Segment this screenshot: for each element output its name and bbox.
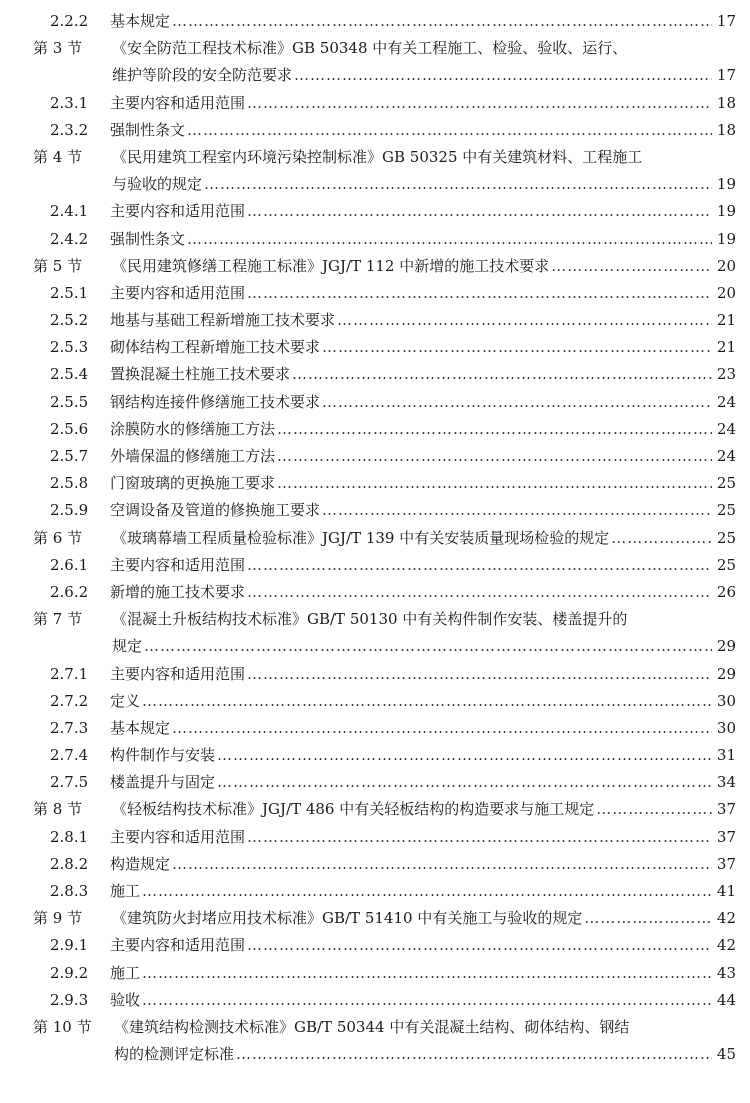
toc-entry-title xyxy=(110,470,712,497)
dot-leader xyxy=(290,361,712,388)
toc-entry-title xyxy=(110,307,712,334)
toc-entry-section xyxy=(0,35,750,62)
toc-entry-subsection xyxy=(0,688,750,715)
toc-entry-title-text: 验收 xyxy=(110,990,141,1009)
toc-entry-subsection xyxy=(0,497,750,524)
dot-leader xyxy=(215,769,712,796)
toc-entry-subsection xyxy=(0,443,750,470)
toc-entry-title xyxy=(112,253,712,280)
toc-entry-title-text: 《玻璃幕墙工程质量检验标准》JGJ/T 139 中有关安装质量现场检验的规定 xyxy=(112,528,610,547)
toc-entry-title-line2: 规定 xyxy=(112,637,143,656)
toc-entry-subsection xyxy=(0,552,750,579)
toc-entry-subsection xyxy=(0,389,750,416)
toc-entry-title xyxy=(110,932,712,959)
toc-entry-number: 2.7.4 xyxy=(50,746,89,765)
toc-entry-title xyxy=(110,361,712,388)
toc-entry-subsection xyxy=(0,661,750,688)
dot-leader xyxy=(234,1041,712,1068)
toc-entry-number: 2.6.1 xyxy=(50,555,89,574)
dot-leader xyxy=(202,171,712,198)
toc-entry-title xyxy=(110,226,712,253)
toc-section-number: 第 9 节 xyxy=(33,909,83,928)
toc-entry-subsection xyxy=(0,579,750,606)
toc-entry-number: 2.5.1 xyxy=(50,283,89,302)
toc-entry-page-number: 30 xyxy=(716,691,736,710)
toc-section-number: 第 4 节 xyxy=(33,147,83,166)
toc-entry-page-number: 19 xyxy=(716,175,736,194)
toc-entry-title xyxy=(110,552,712,579)
toc-entry-title-text: 基本规定 xyxy=(110,718,171,737)
dot-leader xyxy=(245,280,712,307)
toc-entry-page-number: 25 xyxy=(716,528,736,547)
toc-entry-page-number: 24 xyxy=(716,392,736,411)
toc-entry-title xyxy=(110,661,712,688)
dot-leader xyxy=(140,987,712,1014)
dot-leader xyxy=(245,552,712,579)
toc-entry-number: 2.5.5 xyxy=(50,392,89,411)
toc-entry-title-text: 楼盖提升与固定 xyxy=(110,773,216,792)
toc-entry-page-number: 29 xyxy=(716,664,736,683)
toc-entry-title xyxy=(112,633,712,660)
dot-leader xyxy=(170,715,712,742)
toc-section-number: 第 7 节 xyxy=(33,610,83,629)
toc-entry-subsection xyxy=(0,280,750,307)
toc-entry-page-number: 21 xyxy=(716,338,736,357)
toc-entry-title-text: 外墙保温的修缮施工方法 xyxy=(110,447,276,465)
toc-entry-number: 2.5.9 xyxy=(50,501,89,520)
toc-entry-title-text: 新增的施工技术要求 xyxy=(110,582,246,601)
toc-entry-page-number: 25 xyxy=(716,555,736,574)
toc-entry-subsection xyxy=(0,932,750,959)
dot-leader xyxy=(215,742,712,769)
toc-entry-section-continuation xyxy=(0,171,750,198)
toc-entry-title xyxy=(110,824,712,851)
toc-entry-page-number: 24 xyxy=(716,419,736,438)
toc-entry-subsection xyxy=(0,117,750,144)
toc-entry-page-number: 42 xyxy=(716,936,736,955)
dot-leader xyxy=(320,334,712,361)
toc-section-number: 第 3 节 xyxy=(33,39,83,58)
toc-entry-subsection xyxy=(0,470,750,497)
toc-entry-page-number: 41 xyxy=(716,882,736,900)
toc-entry-section xyxy=(0,606,750,633)
toc-entry-title-text: 基本规定 xyxy=(110,12,171,30)
toc-entry-number: 2.3.2 xyxy=(50,120,89,139)
toc-entry-page-number: 25 xyxy=(716,474,736,493)
dot-leader xyxy=(170,851,712,878)
toc-entry-number: 2.5.3 xyxy=(50,338,89,357)
toc-entry-number: 2.6.2 xyxy=(50,582,89,601)
toc-entry-number: 2.5.7 xyxy=(50,447,89,465)
toc-entry-title xyxy=(110,769,712,796)
dot-leader xyxy=(245,661,712,688)
toc-entry-title-text: 砌体结构工程新增施工技术要求 xyxy=(110,338,321,357)
toc-entry-section xyxy=(0,525,750,552)
dot-leader xyxy=(594,796,712,823)
toc-entry-page-number: 21 xyxy=(716,311,736,330)
toc-entry-subsection xyxy=(0,8,750,35)
table-of-contents xyxy=(0,8,750,1068)
toc-entry-title-text: 施工 xyxy=(110,963,141,982)
dot-leader xyxy=(185,226,712,253)
dot-leader xyxy=(275,443,712,470)
dot-leader xyxy=(140,878,712,905)
dot-leader xyxy=(335,307,712,334)
dot-leader xyxy=(245,90,712,117)
toc-entry-title-text: 涂膜防水的修缮施工方法 xyxy=(110,419,276,438)
toc-entry-title-text: 置换混凝土柱施工技术要求 xyxy=(110,365,291,384)
toc-entry-number: 2.7.5 xyxy=(50,773,89,792)
toc-entry-title xyxy=(110,497,712,524)
toc-entry-subsection xyxy=(0,307,750,334)
toc-entry-title xyxy=(110,742,712,769)
toc-entry-section xyxy=(0,144,750,171)
toc-entry-section xyxy=(0,1014,750,1041)
toc-entry-title-text: 门窗玻璃的更换施工要求 xyxy=(110,474,276,493)
toc-entry-subsection xyxy=(0,226,750,253)
toc-entry-title-text: 《民用建筑修缮工程施工标准》JGJ/T 112 中新增的施工技术要求 xyxy=(112,256,550,275)
toc-entry-section xyxy=(0,905,750,932)
toc-entry-page-number: 31 xyxy=(716,746,736,765)
toc-entry-title xyxy=(110,960,712,987)
toc-entry-subsection xyxy=(0,715,750,742)
toc-entry-number: 2.9.2 xyxy=(50,963,89,982)
toc-entry-title-line2: 维护等阶段的安全防范要求 xyxy=(112,66,293,85)
toc-entry-subsection xyxy=(0,769,750,796)
toc-entry-number: 2.3.1 xyxy=(50,93,89,112)
toc-entry-title-text: 主要内容和适用范围 xyxy=(110,202,246,221)
toc-entry-title xyxy=(114,1041,712,1068)
toc-entry-title xyxy=(112,525,712,552)
toc-entry-title-line2: 构的检测评定标准 xyxy=(114,1045,235,1064)
toc-entry-subsection xyxy=(0,198,750,225)
dot-leader xyxy=(245,932,712,959)
toc-entry-page-number: 26 xyxy=(716,582,736,601)
toc-entry-subsection xyxy=(0,742,750,769)
toc-entry-title xyxy=(110,443,712,470)
toc-entry-page-number: 24 xyxy=(716,447,736,465)
toc-entry-page-number: 18 xyxy=(716,93,736,112)
toc-entry-title xyxy=(110,198,712,225)
toc-entry-number: 2.7.3 xyxy=(50,718,89,737)
dot-leader xyxy=(140,960,712,987)
toc-entry-title-line2: 与验收的规定 xyxy=(112,175,203,194)
toc-entry-page-number: 20 xyxy=(716,256,736,275)
toc-entry-page-number: 44 xyxy=(716,990,736,1009)
toc-entry-title xyxy=(110,117,712,144)
toc-entry-number: 2.4.1 xyxy=(50,202,89,221)
toc-entry-page-number: 42 xyxy=(716,909,736,928)
toc-entry-title-text: 主要内容和适用范围 xyxy=(110,664,246,683)
toc-entry-title xyxy=(112,171,712,198)
toc-entry-title-text: 《轻板结构技术标准》JGJ/T 486 中有关轻板结构的构造要求与施工规定 xyxy=(112,800,595,819)
toc-entry-title xyxy=(110,416,712,443)
dot-leader xyxy=(549,253,712,280)
toc-entry-subsection xyxy=(0,878,750,905)
toc-entry-page-number: 17 xyxy=(716,66,736,85)
toc-entry-title-text: 主要内容和适用范围 xyxy=(110,827,246,846)
toc-entry-page-number: 37 xyxy=(716,827,736,846)
toc-entry-subsection xyxy=(0,824,750,851)
toc-entry-page-number: 30 xyxy=(716,718,736,737)
toc-entry-title xyxy=(110,688,712,715)
toc-entry-title-text: 主要内容和适用范围 xyxy=(110,555,246,574)
toc-entry-title-line1: 《建筑结构检测技术标准》GB/T 50344 中有关混凝土结构、砌体结构、钢结 xyxy=(114,1017,630,1036)
toc-entry-page-number: 37 xyxy=(716,854,736,873)
toc-entry-title-text: 构件制作与安装 xyxy=(110,746,216,765)
toc-entry-page-number: 34 xyxy=(716,773,736,792)
toc-entry-number: 2.5.2 xyxy=(50,311,89,330)
toc-entry-page-number: 17 xyxy=(716,12,736,30)
toc-section-number: 第 10 节 xyxy=(33,1017,92,1036)
toc-entry-title xyxy=(110,280,712,307)
toc-entry-number: 2.8.2 xyxy=(50,854,89,873)
toc-entry-page-number: 37 xyxy=(716,800,736,819)
toc-entry-subsection xyxy=(0,334,750,361)
toc-entry-page-number: 18 xyxy=(716,120,736,139)
toc-entry-number: 2.4.2 xyxy=(50,229,89,248)
dot-leader xyxy=(245,198,712,225)
toc-entry-section-continuation xyxy=(0,62,750,89)
toc-entry-subsection xyxy=(0,361,750,388)
toc-entry-title xyxy=(110,987,712,1014)
toc-entry-title xyxy=(110,579,712,606)
toc-entry-title xyxy=(110,715,712,742)
toc-entry-page-number: 29 xyxy=(716,637,736,656)
toc-entry-number: 2.7.2 xyxy=(50,691,89,710)
toc-entry-number: 2.5.6 xyxy=(50,419,89,438)
toc-entry-title-line1: 《混凝土升板结构技术标准》GB/T 50130 中有关构件制作安装、楼盖提升的 xyxy=(112,610,628,629)
toc-section-number: 第 8 节 xyxy=(33,800,83,819)
toc-entry-title xyxy=(110,334,712,361)
toc-entry-page-number: 25 xyxy=(716,501,736,520)
toc-entry-subsection xyxy=(0,960,750,987)
toc-entry-title-text: 构造规定 xyxy=(110,854,171,873)
toc-entry-number: 2.8.1 xyxy=(50,827,89,846)
toc-entry-page-number: 23 xyxy=(716,365,736,384)
toc-entry-number: 2.8.3 xyxy=(50,882,89,900)
toc-entry-number: 2.5.8 xyxy=(50,474,89,493)
dot-leader xyxy=(275,470,712,497)
toc-entry-title-text: 强制性条文 xyxy=(110,120,186,139)
toc-entry-title-text: 钢结构连接件修缮施工技术要求 xyxy=(110,392,321,411)
dot-leader xyxy=(142,633,712,660)
toc-entry-title-line1: 《安全防范工程技术标准》GB 50348 中有关工程施工、检验、验收、运行、 xyxy=(112,39,628,58)
toc-entry-title-text: 强制性条文 xyxy=(110,229,186,248)
toc-entry-subsection xyxy=(0,416,750,443)
toc-entry-title-line1: 《民用建筑工程室内环境污染控制标准》GB 50325 中有关建筑材料、工程施工 xyxy=(112,147,643,166)
toc-entry-subsection xyxy=(0,90,750,117)
toc-entry-title-text: 定义 xyxy=(110,691,141,710)
toc-entry-title-text: 地基与基础工程新增施工技术要求 xyxy=(110,311,336,330)
toc-entry-page-number: 43 xyxy=(716,963,736,982)
toc-entry-title-text: 主要内容和适用范围 xyxy=(110,283,246,302)
toc-entry-title xyxy=(112,796,712,823)
dot-leader xyxy=(320,497,712,524)
dot-leader xyxy=(292,62,712,89)
toc-entry-section xyxy=(0,796,750,823)
toc-entry-page-number: 45 xyxy=(716,1045,736,1064)
toc-entry-number: 2.5.4 xyxy=(50,365,89,384)
dot-leader xyxy=(245,824,712,851)
toc-entry-title-text: 主要内容和适用范围 xyxy=(110,936,246,955)
toc-entry-section-continuation xyxy=(0,1041,750,1068)
toc-entry-title-text: 主要内容和适用范围 xyxy=(110,93,246,112)
dot-leader xyxy=(275,416,712,443)
toc-entry-page-number: 19 xyxy=(716,229,736,248)
toc-entry-title xyxy=(110,90,712,117)
toc-entry-number: 2.2.2 xyxy=(50,12,89,30)
toc-entry-title-text: 《建筑防火封堵应用技术标准》GB/T 51410 中有关施工与验收的规定 xyxy=(112,909,583,928)
toc-entry-title xyxy=(110,389,712,416)
toc-entry-title xyxy=(110,851,712,878)
toc-entry-section-continuation xyxy=(0,633,750,660)
toc-entry-subsection xyxy=(0,987,750,1014)
dot-leader xyxy=(245,579,712,606)
toc-entry-title xyxy=(112,62,712,89)
toc-entry-section xyxy=(0,253,750,280)
toc-entry-title xyxy=(110,8,712,35)
toc-entry-title xyxy=(110,878,712,905)
dot-leader xyxy=(582,905,712,932)
toc-entry-subsection xyxy=(0,851,750,878)
dot-leader xyxy=(185,117,712,144)
toc-section-number: 第 6 节 xyxy=(33,528,83,547)
dot-leader xyxy=(140,688,712,715)
toc-entry-page-number: 19 xyxy=(716,202,736,221)
toc-entry-title-text: 空调设备及管道的修换施工要求 xyxy=(110,501,321,520)
toc-entry-number: 2.7.1 xyxy=(50,664,89,683)
toc-entry-title xyxy=(112,905,712,932)
toc-entry-page-number: 20 xyxy=(716,283,736,302)
dot-leader xyxy=(609,525,712,552)
dot-leader xyxy=(170,8,712,35)
toc-entry-number: 2.9.3 xyxy=(50,990,89,1009)
toc-entry-number: 2.9.1 xyxy=(50,936,89,955)
toc-entry-title-text: 施工 xyxy=(110,882,141,900)
dot-leader xyxy=(320,389,712,416)
toc-section-number: 第 5 节 xyxy=(33,256,83,275)
